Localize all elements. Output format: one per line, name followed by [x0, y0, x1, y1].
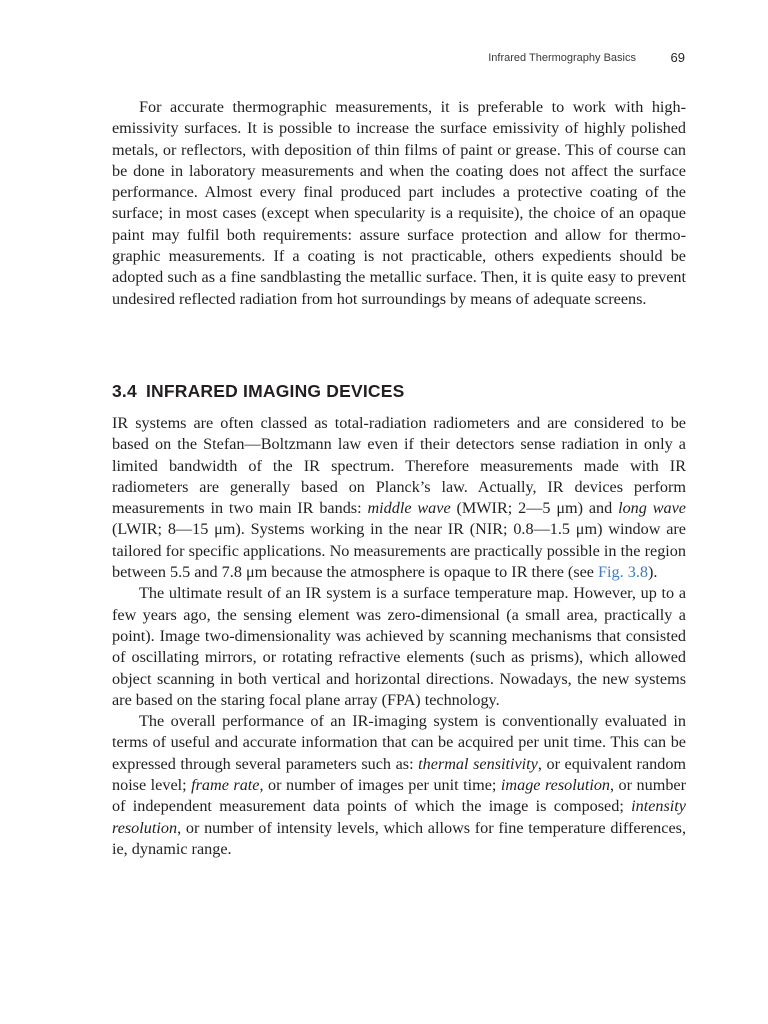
section-paragraph-2 — [112, 583, 686, 711]
text-run: (MWIR; 2—5 μm) and — [450, 499, 619, 518]
text-run: , or number of intensity levels, which allows for fine temperature differences, ie, dynamic range. — [112, 818, 686, 858]
text-run: The overall performance of an IR-imaging system is conventionally evaluated in terms of useful and accurate information that can be acquired per unit time. This can be expressed through several parameters such as: — [112, 712, 686, 773]
page-number: 69 — [670, 50, 685, 65]
text-run: (LWIR; 8—15 μm). Systems working in the near IR (NIR; 0.8—1.5 μm) window are tailored for specific applications. No measurements are practically possible in the region between 5.5 and 7.8 μm because the atmosphere is opaque to IR there (see — [112, 520, 686, 582]
italic-term: middle wave — [367, 499, 451, 518]
section-text-block — [112, 413, 686, 860]
figure-link[interactable]: Fig. 3.8 — [598, 563, 648, 582]
text-run: , or number of independent measurement data points of which the image is composed; — [112, 776, 686, 816]
section-number: 3.4 — [112, 381, 137, 401]
italic-term: intensity resolution — [112, 797, 686, 837]
text-run: For accurate thermographic measurements, it is preferable to work with high-emissivity surfaces. It is possible to increase the surface emissivity of highly polished metals, or reflectors, with deposition of thin films of paint or grease. This of course can be done in laboratory measurements and when the coating does not affect the surface performance. Almost every final produced part includes a protective coating of the surface; in most cases (except when specularity is a requisite), the choice of an opaque paint may fulfil both requirements: assure surface protection and allow for thermographic measurements. If a coating is not practicable, others expedients should be adopted such as a fine sandblasting the metallic surface. Then, it is quite easy to prevent undesired reflected radiation from hot surroundings by means of adequate screens. — [112, 98, 686, 308]
intro-paragraph — [112, 97, 686, 310]
italic-term: thermal sensitivity — [418, 754, 538, 773]
section-paragraph-1 — [112, 413, 686, 583]
text-run: ). — [647, 563, 658, 582]
intro-text-block — [112, 97, 686, 310]
section-heading — [112, 381, 686, 402]
section-paragraph-3 — [112, 711, 686, 860]
text-run: , or number of images per unit time; — [259, 776, 501, 795]
text-run: IR systems are often classed as total-radiation radiometers and are considered to be based on the Stefan—Boltzmann law even if their detectors sense radiation in only a limited bandwidth of the IR spectrum. Therefore measurements made with IR radiometers are generally based on Planck’s law. Actually, IR devices perform measurements in two main IR bands: — [112, 414, 686, 518]
italic-term: frame rate — [191, 776, 260, 795]
section-title: INFRARED IMAGING DEVICES — [145, 381, 405, 401]
running-head-title: Infrared Thermography Basics — [488, 52, 636, 64]
text-run: , or equivalent random noise level; — [112, 754, 687, 795]
running-head — [112, 50, 686, 70]
italic-term: image resolution — [500, 776, 611, 795]
italic-term: long wave — [618, 499, 686, 518]
text-run: The ultimate result of an IR system is a surface temperature map. However, up to a few years ago, the sensing element was zero-dimensional (a small area, practically a point). Image two-dimensionality was achieved by scanning mechanisms that consisted of oscillating mirrors, or rotating refractive elements (such as prisms), which allowed object scanning in both vertical and horizontal directions. Nowadays, the new systems are based on the staring focal plane array (FPA) technology. — [112, 584, 686, 709]
